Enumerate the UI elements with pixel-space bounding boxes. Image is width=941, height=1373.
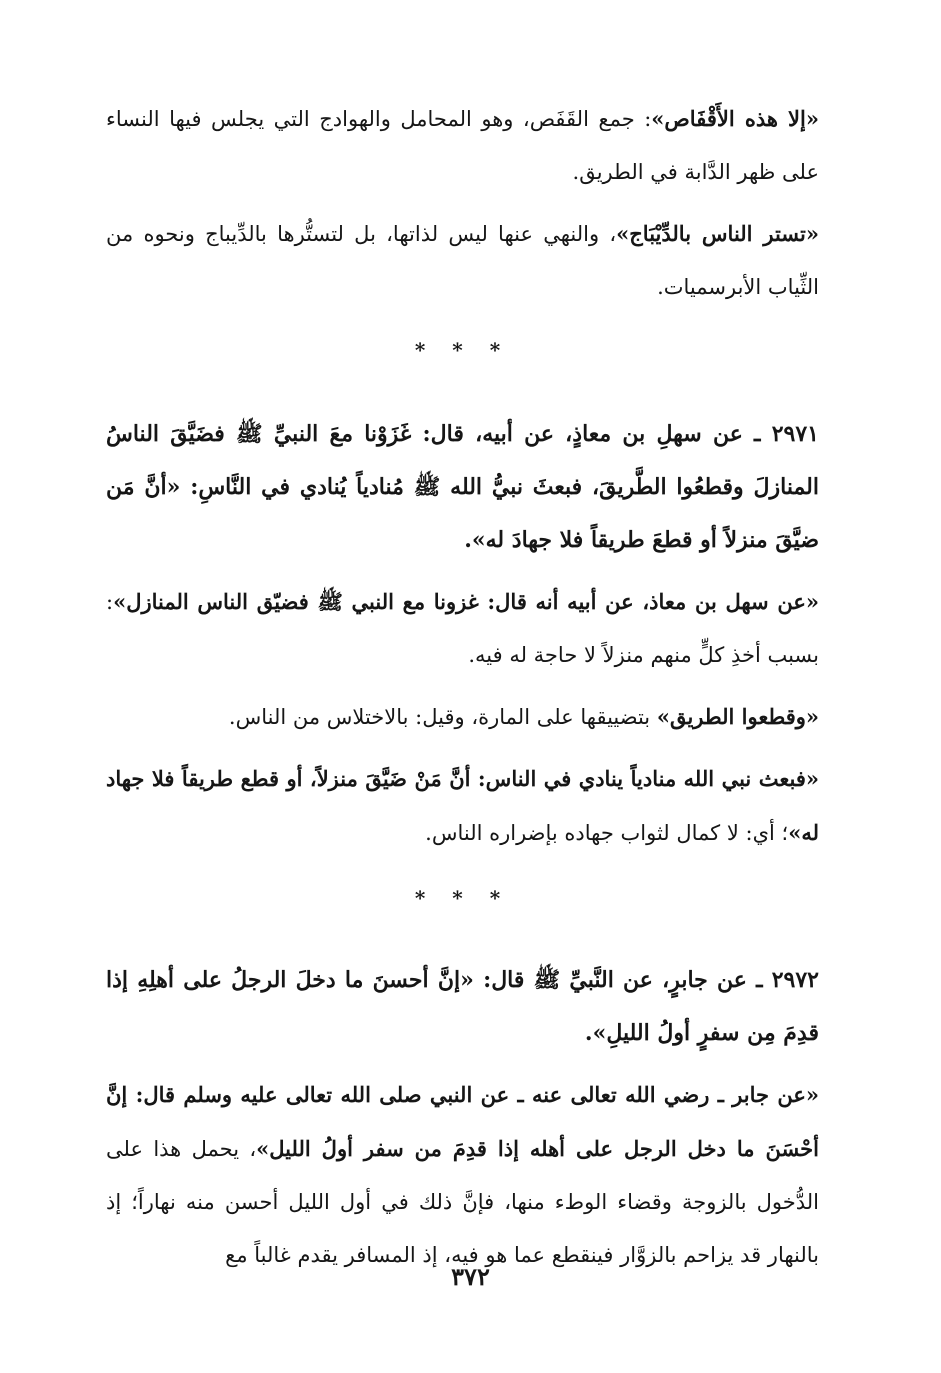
gloss-aqfas-term: «إلا هذه الأَقْفَاص»	[651, 106, 819, 131]
commentary-2972	[106, 1068, 819, 1282]
page-body	[106, 92, 819, 1282]
commentary-2971-a-quote: «عن سهل بن معاذ، عن أبيه أنه قال: غزونا مع النبي ﷺ فضيّق الناس المنازل»	[113, 589, 819, 614]
commentary-2971-b	[106, 690, 819, 744]
gloss-dibaj	[106, 207, 819, 314]
gloss-aqfas	[106, 92, 819, 199]
commentary-2971-c-text: ؛ أي: لا كمال لثواب جهاده بإضراره الناس.	[425, 821, 789, 845]
commentary-2971-b-text: بتضييقها على المارة، وقيل: بالاختلاس من الناس.	[228, 705, 657, 729]
commentary-2971-a-text: : بسبب أخذِ كلٍّ منهم منزلاً لا حاجة له فيه.	[106, 590, 819, 667]
commentary-2971-a	[106, 575, 819, 682]
gloss-aqfas-text: : جمع القَفَص، وهو المحامل والهوادج التي يجلس فيها النساء على ظهر الدَّابة في الطريق.	[106, 107, 819, 184]
hadith-2972: ٢٩٧٢ ـ عن جابرٍ، عن النَّبيِّ ﷺ قال: «إنَّ أحسنَ ما دخلَ الرجلُ على أهلِهِ إذا قدِمَ مِن سفرٍ أولُ الليلِ».	[106, 967, 819, 1046]
gloss-dibaj-term: «تستر الناس بالدِّيْبَاج»	[616, 221, 819, 246]
commentary-2971-c	[106, 752, 819, 860]
hadith-2971: ٢٩٧١ ـ عن سهلِ بن معاذٍ، عن أبيه، قال: غَزَوْنا معَ النبيِّ ﷺ فضَيَّقَ الناسُ المنازلَ وقطعُوا الطَّريقَ، فبعثَ نبيُّ الله ﷺ مُنادياً يُنادي في النَّاسِ: «أنَّ مَن ضيَّقَ منزلاً أو قطعَ طريقاً فلا جهادَ له».	[106, 421, 819, 553]
commentary-2972-quote: «عن جابر ـ رضي الله تعالى عنه ـ عن النبي صلى الله تعالى عليه وسلم قال: إنَّ أحْسَنَ ما دخل الرجل على أهله إذا قدِمَ من سفر أولُ الليل»	[106, 1082, 819, 1161]
commentary-2971-b-quote: «وقطعوا الطريق»	[656, 704, 819, 729]
page-number: ٣٧٢	[451, 1262, 490, 1291]
section-separator: * * *	[414, 338, 511, 362]
gloss-dibaj-text: ، والنهي عنها ليس لذاتها، بل لتستُّرها بالدِّيباج ونحوه من الثِّياب الأبرسميات.	[106, 222, 819, 299]
section-separator: * * *	[414, 886, 511, 910]
commentary-2971-c-quote: «فبعث نبي الله منادياً ينادي في الناس: أنَّ مَنْ ضَيَّقَ منزلاً، أو قطع طريقاً فلا جهاد له»	[106, 766, 819, 845]
commentary-2972-text: ، يحمل هذا على الدُّخول بالزوجة وقضاء الوطء منها، فإنَّ ذلك في أول الليل أحسن منه نهاراً؛ إذ بالنهار قد يزاحم بالزوَّار فينقطع عما هو فيه، إذ المسافر يقدم غالباً مع	[106, 1137, 819, 1267]
